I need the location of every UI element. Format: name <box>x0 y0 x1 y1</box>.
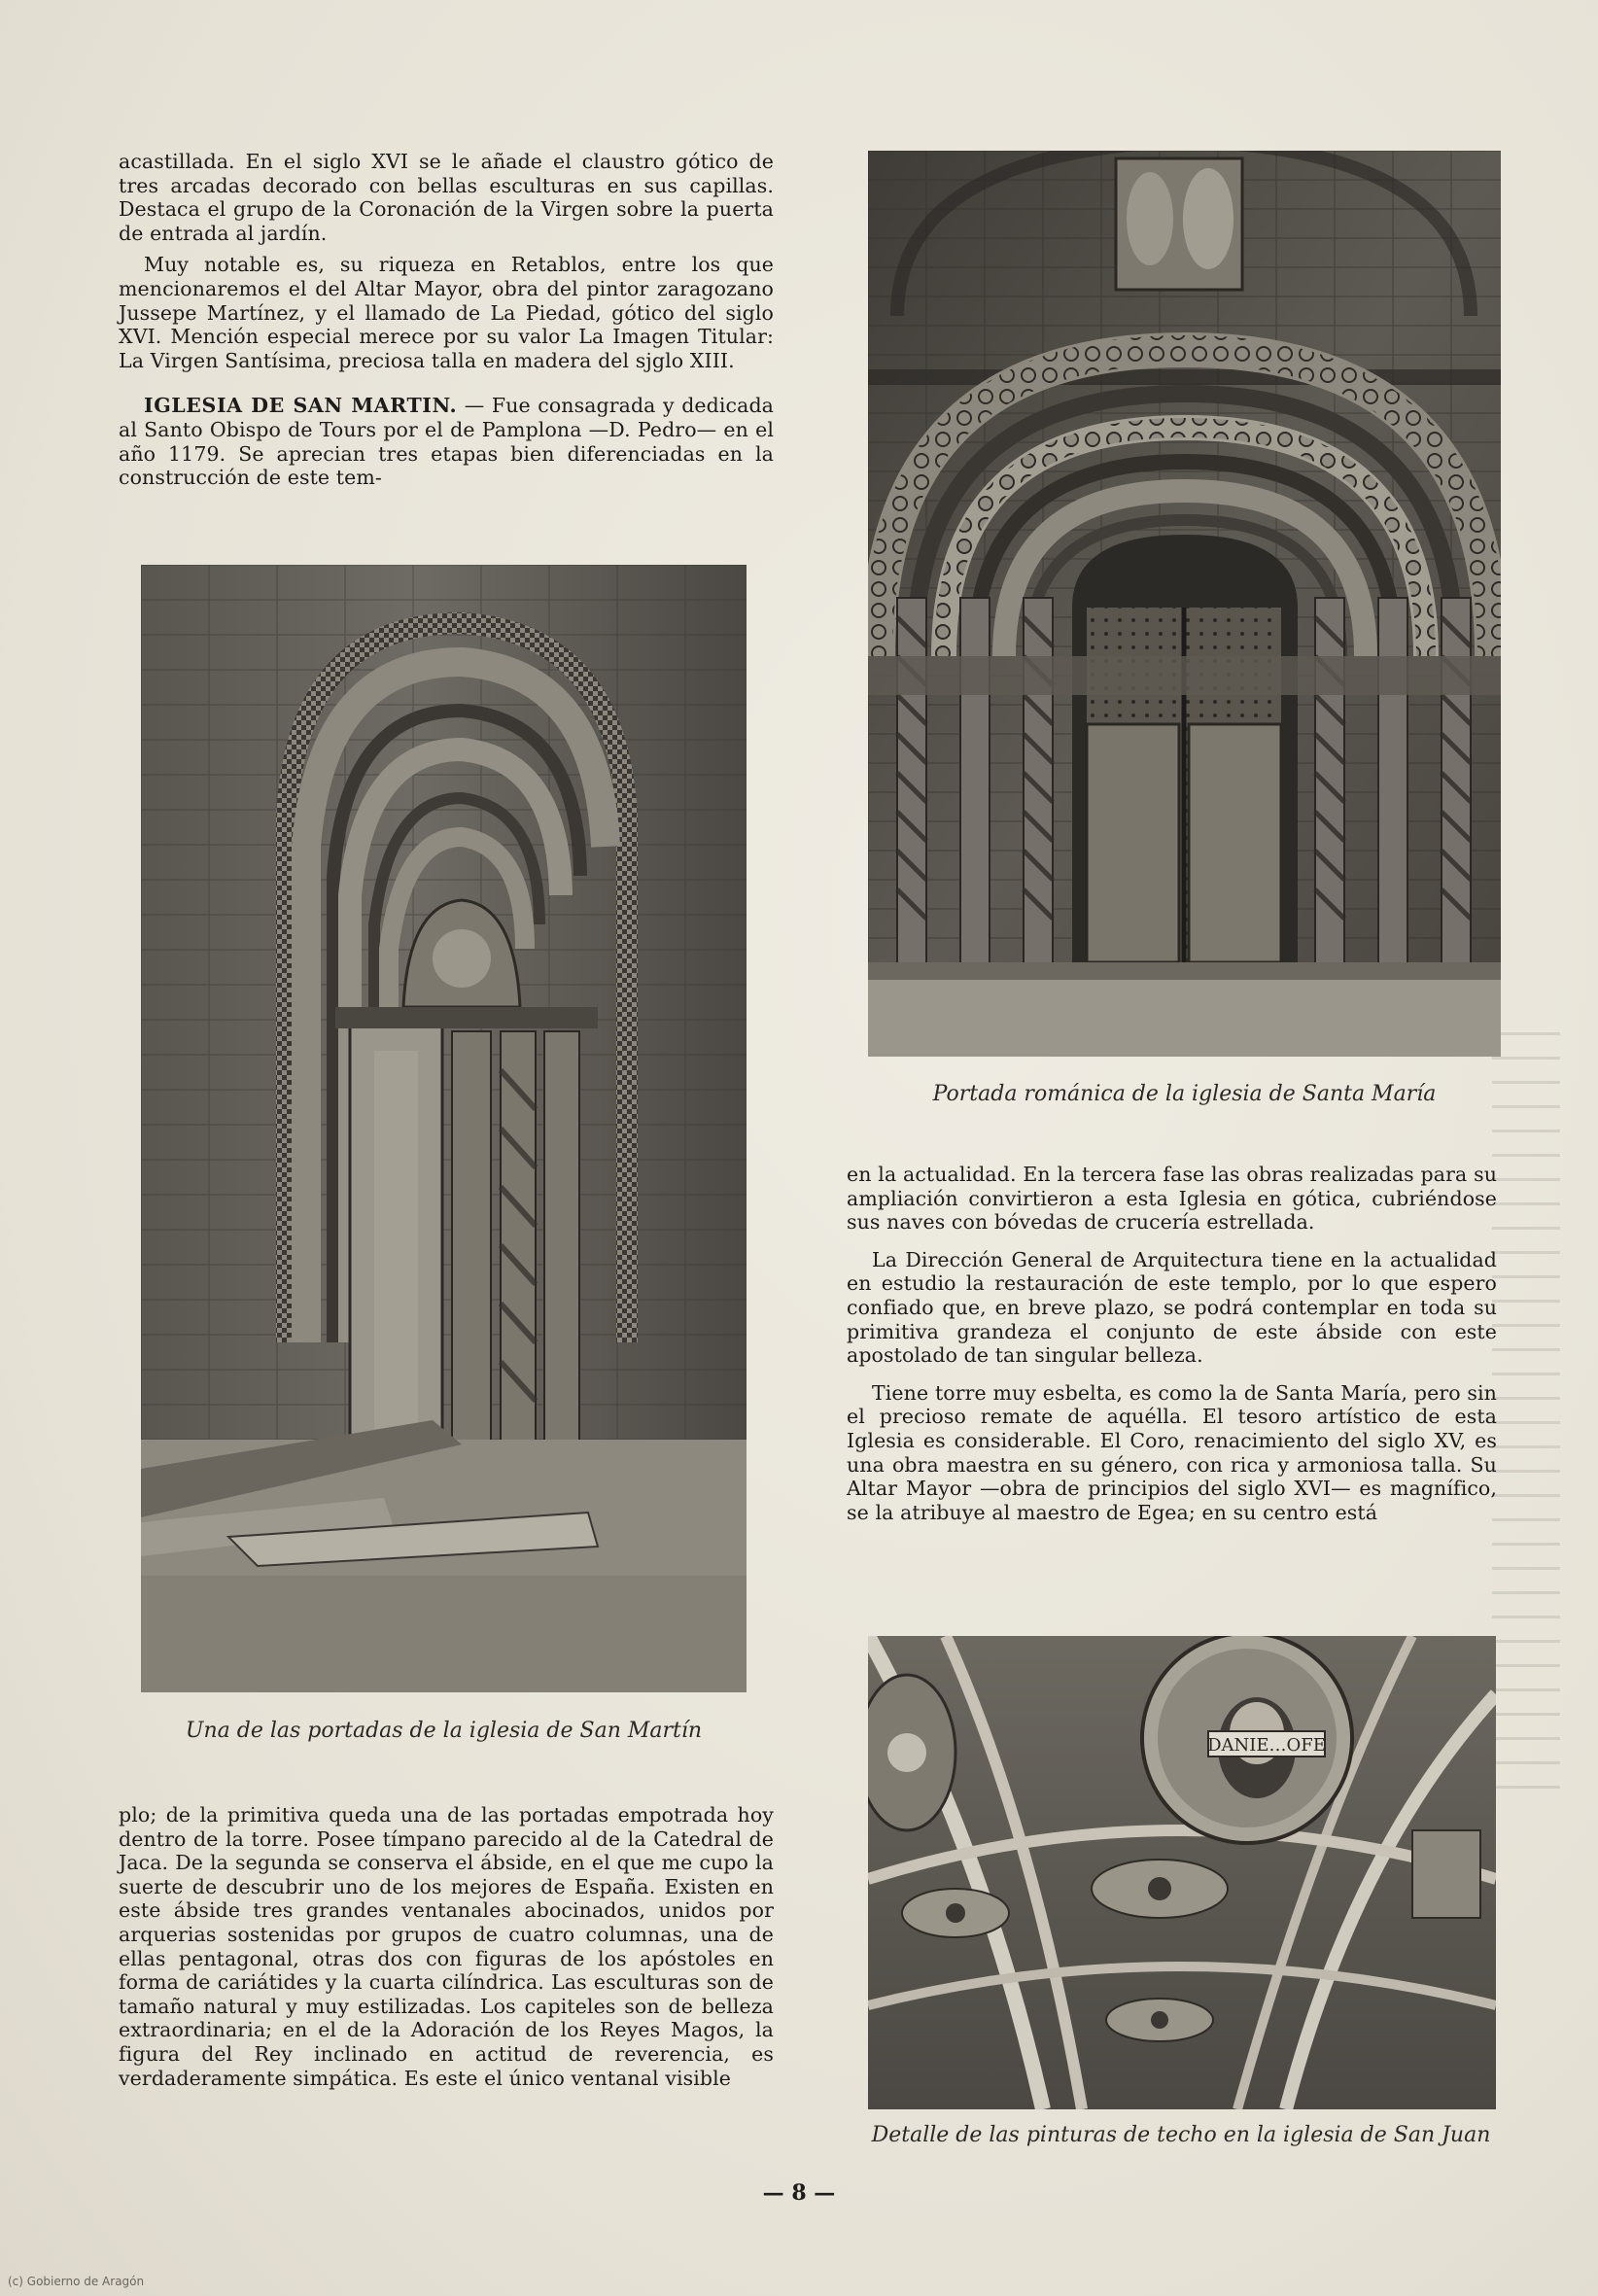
right-text-column <box>847 1163 1497 1532</box>
copyright-notice: (c) Gobierno de Aragón <box>8 2275 145 2288</box>
ceiling-inscription: DANIE…OFE <box>1207 1735 1326 1756</box>
paragraph-claustro: acastillada. En el siglo XVI se le añade el claustro gótico de tres arcadas decorado con bellas esculturas en sus capillas. Destaca el grupo de la Coronación de la Virgen sobre la puerta de entrada al jardín. <box>119 150 774 245</box>
paragraph-san-martin-text: — Fue consagrada y dedicada al Santo Obispo de Tours por el de Pamplona —D. Pedro— en el año 1179. Se aprecian tres etapas bien diferenciadas en la construcción de este tem- <box>119 394 774 490</box>
paragraph-direccion-general: La Dirección General de Arquitectura tiene en la actualidad en estudio la restauración de este templo, por lo que espero confiado que, en breve plazo, se podrá contemplar en toda su primitiva grandeza el conjunto de este ábside con este apostolado de tan singular belleza. <box>847 1247 1497 1368</box>
photo-san-juan-ceiling <box>868 1636 1496 2109</box>
paragraph-torre: Tiene torre muy esbelta, es como la de Santa María, pero sin el precioso remate de aquélla. El tesoro artístico de esta Iglesia es considerable. El Coro, renacimiento del siglo XV, es una obra maestra en su género, con rica y armoniosa talla. Su Altar Mayor —obra de principios del siglo XVI— es magnífico, se la atribuye al maestro de Egea; en su centro está <box>847 1380 1497 1524</box>
bottom-left-text-column <box>119 1803 774 2098</box>
caption-san-juan: Detalle de las pinturas de techo en la iglesia de San Juan <box>871 2123 1491 2147</box>
page-number: — 8 — <box>762 2180 836 2206</box>
paragraph-primitiva: plo; de la primitiva queda una de las portadas empotrada hoy dentro de la torre. Posee tímpano parecido al de la Catedral de Jaca. De la segunda se conserva el ábside, en el que me cupo la suerte de descubrir uno de los mejores de España. Existen en este ábside tres grandes ventanales abocinados, unidos por arquerias sostenidas por grupos de cuatro columnas, una de ellas pentagonal, otras dos con figuras de los apóstoles en forma de cariátides y la cuarta cilíndrica. Las esculturas son de tamaño natural y muy estilizadas. Los capiteles son de belleza extraordinaria; en el de la Adoración de los Reyes Magos, la figura del Rey inclinado en actitud de reverencia, es verdaderamente simpática. Es este el único ventanal visible <box>119 1803 774 2090</box>
top-text-column <box>119 150 774 498</box>
paragraph-tercera-fase: en la actualidad. En la tercera fase las obras realizadas para su ampliación convirtieron a esta Iglesia en gótica, cubriéndose sus naves con bóvedas de crucería estrellada. <box>847 1163 1497 1235</box>
section-heading-san-martin: IGLESIA DE SAN MARTIN. <box>144 394 458 418</box>
caption-san-martin: Una de las portadas de la iglesia de San Martín <box>185 1719 703 1743</box>
photo-san-martin-portal <box>141 565 747 1692</box>
paragraph-retablos: Muy notable es, su riqueza en Retablos, entre los que mencionaremos el del Altar Mayor, obra del pintor zaragozano Jussepe Martínez, y el llamado de La Piedad, gótico del siglo XVI. Mención especial merece por su valor La Imagen Titular: La Virgen Santísima, preciosa talla en madera del sjglo XIII. <box>119 253 774 372</box>
show-through-marks <box>1492 1011 1560 1789</box>
paragraph-san-martin <box>119 394 774 489</box>
caption-santa-maria: Portada románica de la iglesia de Santa María <box>932 1082 1437 1106</box>
photo-santa-maria-portal <box>868 151 1501 1057</box>
